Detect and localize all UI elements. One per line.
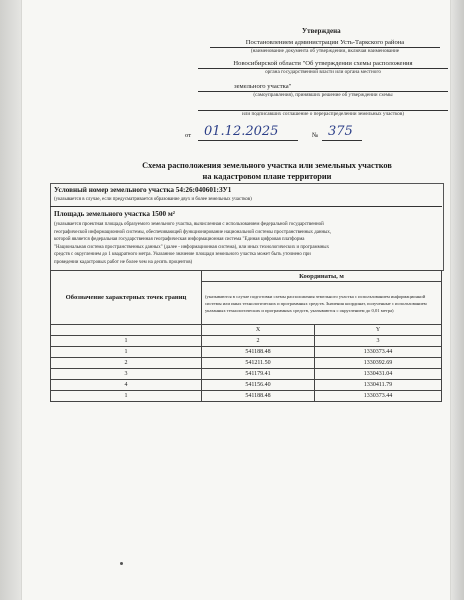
y-value: 1330392.69 <box>315 358 442 369</box>
area-line: средств с округлением до 1 квадратного метра. Указанное значение площади земельного участка может быть уточнено при <box>54 252 311 258</box>
cadastral-note: (указывается в случае, если предусматривается образование двух и более земельных участков) <box>54 197 252 202</box>
coordinates-column-header: Координаты, м <box>202 271 442 282</box>
x-value: 541188.48 <box>202 391 315 402</box>
table-row <box>51 369 442 380</box>
points-column-header: Обозначение характерных точек границ <box>51 271 202 325</box>
region-caption: органа государственной власти или органа местного <box>265 69 381 75</box>
column-index: 3 <box>315 336 442 347</box>
document-page <box>22 0 450 600</box>
area-line: "Национальная система пространственных данных" (далее - информационная система), или иных технологических и программных <box>54 244 330 250</box>
scan-left-edge <box>0 0 22 600</box>
scan-right-edge <box>450 0 464 600</box>
area-line: проведении кадастровых работ не более чем на десять процентов) <box>54 259 193 265</box>
area-line: которой является федеральная государственная географическая информационная система "Единая цифровая платформа <box>54 237 305 243</box>
point-id: 4 <box>51 380 202 391</box>
area-description <box>54 221 438 267</box>
table-row <box>51 380 442 391</box>
x-column-header: X <box>202 325 315 336</box>
area-label: Площадь земельного участка 1500 м² <box>54 210 175 218</box>
land-plot-caption: (самоуправления), принявших решение об утверждении схемы <box>253 92 393 98</box>
table-row <box>51 358 442 369</box>
y-value: 1330373.44 <box>315 347 442 358</box>
document-title-line2: на кадастровом плане территории <box>202 172 332 181</box>
y-value: 1330411.79 <box>315 380 442 391</box>
document-title-line1: Схема расположения земельного участка или земельных участков <box>142 161 392 170</box>
coordinates-table <box>50 270 442 402</box>
y-column-header: Y <box>315 325 442 336</box>
coordinates-note: (указываются в случае подготовки схемы расположения земельного участка с использованием информационной системы или иных технологических и программных средств. Значения координат, полученные с использованием указанных технологических и программных средств, указываются с округлением до 0,01 метра) <box>202 282 442 325</box>
point-id: 2 <box>51 358 202 369</box>
column-index: 2 <box>202 336 315 347</box>
x-value: 541188.48 <box>202 347 315 358</box>
y-value: 1330431.04 <box>315 369 442 380</box>
approved-heading: Утверждена <box>302 27 341 35</box>
region-line: Новосибирской области "Об утверждении схемы расположения <box>233 60 413 67</box>
number-handwritten: 375 <box>328 124 353 139</box>
date-handwritten: 01.12.2025 <box>204 124 279 139</box>
empty-header-cell <box>51 325 202 336</box>
decree-caption: (наименование документа об утверждении, включая наименование <box>250 48 400 54</box>
cadastral-divider <box>50 206 442 207</box>
x-value: 541179.41 <box>202 369 315 380</box>
y-value: 1330373.44 <box>315 391 442 402</box>
agreement-caption: или подписавших соглашение о перераспределении земельных участков) <box>242 111 404 117</box>
table-row <box>51 347 442 358</box>
point-id: 1 <box>51 391 202 402</box>
area-line: (указывается проектная площадь образуемого земельного участка, вычисленная с использованием федеральной государственной <box>54 222 324 227</box>
area-line: географической информационной системы, обеспечивающей функционирование национальной системы пространственных данных, <box>54 229 332 235</box>
decree-line: Постановлением администрации Усть-Таркского района <box>245 39 405 46</box>
x-value: 541156.40 <box>202 380 315 391</box>
point-id: 3 <box>51 369 202 380</box>
number-underline <box>322 140 362 141</box>
column-index: 1 <box>51 336 202 347</box>
number-prefix: № <box>312 132 319 139</box>
x-value: 541211.50 <box>202 358 315 369</box>
point-id: 1 <box>51 347 202 358</box>
land-plot-line: земельного участка" <box>234 83 292 90</box>
date-prefix: от <box>185 132 192 139</box>
date-underline <box>198 140 298 141</box>
scan-speck <box>120 562 123 565</box>
cadastral-number-label: Условный номер земельного участка 54:26:040601:ЗУ1 <box>54 186 232 194</box>
table-row <box>51 391 442 402</box>
